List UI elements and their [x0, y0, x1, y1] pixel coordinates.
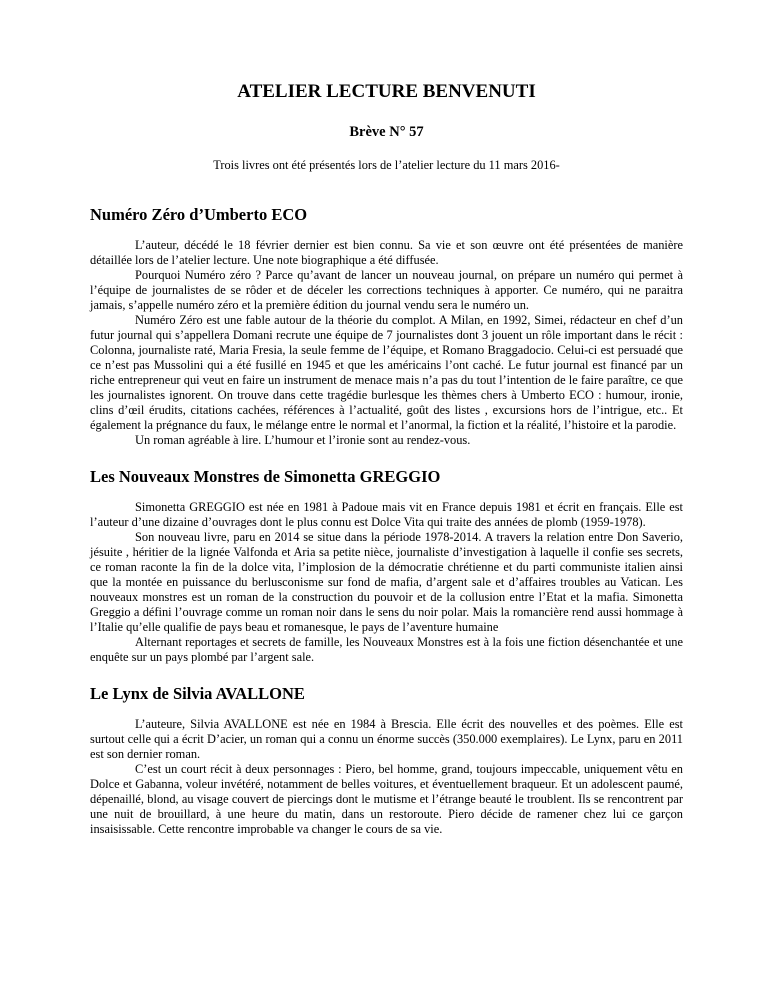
section-numero-zero [90, 205, 683, 448]
section-heading: Le Lynx de Silvia AVALLONE [90, 684, 305, 703]
paragraph: Un roman agréable à lire. L’humour et l’ironie sont au rendez-vous. [135, 433, 471, 447]
section-nouveaux-monstres [90, 467, 683, 665]
paragraph: Alternant reportages et secrets de famille, les Nouveaux Monstres est à la fois une fiction désenchantée et une enquête sur un pays plombé par l’argent sale. [90, 635, 683, 664]
document-title: ATELIER LECTURE BENVENUTI [237, 81, 536, 102]
section-heading: Numéro Zéro d’Umberto ECO [90, 205, 308, 224]
paragraph: Simonetta GREGGIO est née en 1981 à Padoue mais vit en France depuis 1981 et écrit en français. Elle est l’auteur d’une dizaine d’ouvrages dont le plus connu est Dolce Vita qui traite des années de plomb (1959-1978). [90, 500, 683, 529]
paragraph: L’auteure, Silvia AVALLONE est née en 1984 à Brescia. Elle écrit des nouvelles et des poèmes. Elle est surtout celle qui a écrit D’acier, un roman qui a connu un énorme succès (350.000 exemplaires). Le Lynx, paru en 2011 est son dernier roman. [90, 717, 683, 761]
document-subtitle: Brève N° 57 [349, 124, 424, 140]
section-le-lynx [90, 684, 683, 837]
document-intro: Trois livres ont été présentés lors de l’atelier lecture du 11 mars 2016- [213, 158, 560, 172]
paragraph: Numéro Zéro est une fable autour de la théorie du complot. A Milan, en 1992, Simei, rédacteur en chef d’un futur journal qui s’appellera Domani recrute une équipe de 7 journalistes dont 3 jouent un rôle important dans le récit : Colonna, journaliste raté, Maria Fresia, la seule femme de l’équipe, et Romano Braggadocio. Celui-ci est persuadé que ce n’est pas Mussolini qui a été fusillé en 1945 et que les américains l’ont caché. Le futur journal est financé par un riche entrepreneur qui veut en faire un instrument de menace mais n’a pas du tout l’intention de le faire paraître, ce que les journalistes ignorent. On trouve dans cette tragédie burlesque les thèmes chers à Umberto ECO : humour, ironie, clins d’œil érudits, citations cachées, références à l’actualité, goût des listes , excursions hors de l’intrigue, etc.. Et également la prégnance du faux, le mélange entre le normal et l’anormal, la fiction et la réalité, l’histoire et la parodie. [90, 313, 683, 432]
section-heading: Les Nouveaux Monstres de Simonetta GREGGIO [90, 467, 441, 486]
paragraph: Pourquoi Numéro zéro ? Parce qu’avant de lancer un nouveau journal, on prépare un numéro qui permet à l’équipe de journalistes de se rôder et de déceler les corrections techniques à apporter. Ce numéro, qui ne paraitra jamais, s’appelle numéro zéro et la première édition du journal vendu sera le numéro un. [90, 268, 683, 312]
paragraph: Son nouveau livre, paru en 2014 se situe dans la période 1978-2014. A travers la relation entre Don Saverio, jésuite , héritier de la lignée Valfonda et Aria sa petite nièce, journaliste d’investigation à laquelle il confie ses secrets, ce roman raconte la fin de la dolce vita, l’implosion de la démocratie chrétienne et du parti communiste italien ainsi que la montée en puissance du berlusconisme sur fond de mafia, d’argent sale et d’affaires troubles au Vatican. Les nouveaux monstres est un roman de la construction du pouvoir et de la collusion entre l’Etat et la mafia. Simonetta Greggio a défini l’ouvrage comme un roman noir dans le sens du noir polar. Mais la romancière rend aussi hommage à l’Italie qu’elle qualifie de pays beau et romanesque, le pays de l’aventure humaine [90, 530, 683, 634]
paragraph: C’est un court récit à deux personnages : Piero, bel homme, grand, toujours impeccable, uniquement vêtu en Dolce et Gabanna, voleur invétéré, notamment de belles voitures, et éventuellement braqueur. Et un adolescent paumé, dépenaillé, blond, au visage couvert de piercings dont le mutisme et l’étrange beauté le troublent. Ils se rencontrent par une nuit de brouillard, à une heure du matin, dans un restoroute. Piero décide de ramener chez lui ce garçon insaisissable. Cette rencontre improbable va changer le cours de sa vie. [90, 762, 683, 836]
paragraph: L’auteur, décédé le 18 février dernier est bien connu. Sa vie et son œuvre ont été présentées de manière détaillée lors de l’atelier lecture. Une note biographique a été diffusée. [90, 238, 683, 267]
